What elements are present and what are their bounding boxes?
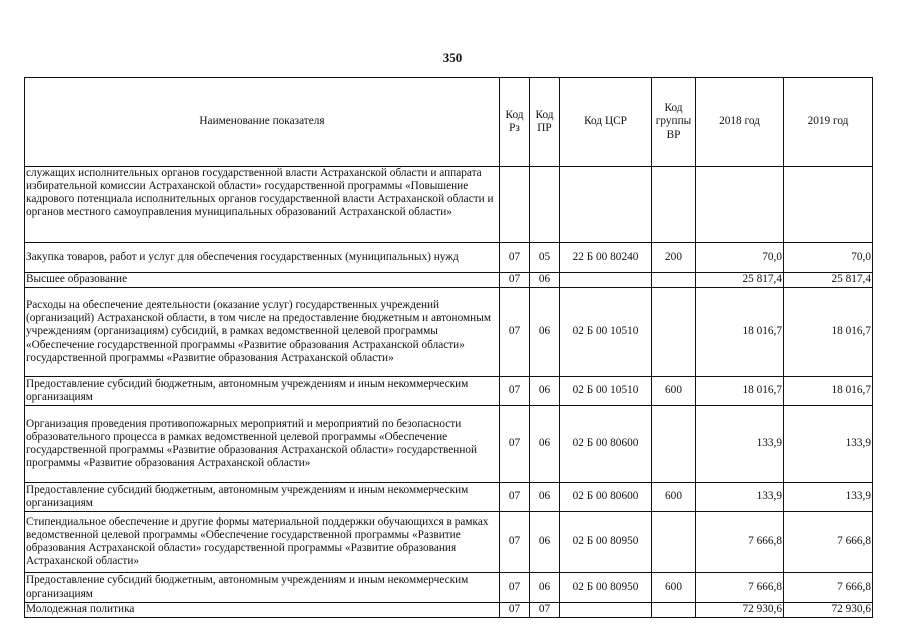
row-2019: 25 817,4 bbox=[784, 273, 873, 288]
row-csr bbox=[560, 603, 652, 618]
row-name: Предоставление субсидий бюджетным, автономным учреждениям и иным некоммерческим организациям bbox=[25, 377, 500, 406]
row-2018: 7 666,8 bbox=[696, 573, 784, 603]
row-pr: 06 bbox=[530, 573, 560, 603]
row-name: Стипендиальное обеспечение и другие формы материальной поддержки обучающихся в рамках ведомственной целевой программы «Обеспечение государственной программы «Развитие образования Астраханской области» государственной программы «Развитие образования Астраханской области» bbox=[25, 512, 500, 573]
header-rz: Код Рз bbox=[500, 78, 530, 167]
header-name: Наименование показателя bbox=[25, 78, 500, 167]
row-2019: 133,9 bbox=[784, 483, 873, 512]
header-pr: Код ПР bbox=[530, 78, 560, 167]
row-vr bbox=[652, 273, 696, 288]
row-2018: 133,9 bbox=[696, 406, 784, 483]
row-vr: 600 bbox=[652, 483, 696, 512]
row-pr: 06 bbox=[530, 406, 560, 483]
row-vr bbox=[652, 406, 696, 483]
row-name: Организация проведения противопожарных мероприятий и мероприятий по безопасности образовательного процесса в рамках ведомственной целевой программы «Обеспечение государственной программы «Развитие образования Астраханской области» государственной программы «Развитие образования Астраханской области» bbox=[25, 406, 500, 483]
row-name: Молодежная политика bbox=[25, 603, 500, 618]
header-2019: 2019 год bbox=[784, 78, 873, 167]
row-rz: 07 bbox=[500, 288, 530, 377]
row-csr bbox=[560, 167, 652, 243]
row-csr: 22 Б 00 80240 bbox=[560, 243, 652, 273]
row-name: Предоставление субсидий бюджетным, автономным учреждениям и иным некоммерческим организациям bbox=[25, 573, 500, 603]
header-2018: 2018 год bbox=[696, 78, 784, 167]
table-row bbox=[25, 243, 873, 273]
row-2019: 72 930,6 bbox=[784, 603, 873, 618]
row-pr bbox=[530, 167, 560, 243]
row-2018: 7 666,8 bbox=[696, 512, 784, 573]
row-vr bbox=[652, 288, 696, 377]
row-2018: 133,9 bbox=[696, 483, 784, 512]
row-2018: 25 817,4 bbox=[696, 273, 784, 288]
row-2019: 18 016,7 bbox=[784, 377, 873, 406]
budget-table bbox=[24, 77, 873, 618]
row-csr: 02 Б 00 80600 bbox=[560, 483, 652, 512]
row-name: Расходы на обеспечение деятельности (оказание услуг) государственных учреждений (организаций) Астраханской области, в том числе на предоставление бюджетным и автономным учреждениям (организациям) субсидий, в рамках ведомственной целевой программы «Обеспечение государственной программы «Развитие образования Астраханской области» государственной программы «Развитие образования Астраханской области» bbox=[25, 288, 500, 377]
table-row bbox=[25, 406, 873, 483]
row-rz: 07 bbox=[500, 483, 530, 512]
page-number: 350 bbox=[442, 50, 463, 65]
row-vr bbox=[652, 167, 696, 243]
row-pr: 06 bbox=[530, 377, 560, 406]
row-2019: 18 016,7 bbox=[784, 288, 873, 377]
row-rz: 07 bbox=[500, 406, 530, 483]
row-name: Высшее образование bbox=[25, 273, 500, 288]
row-vr: 600 bbox=[652, 377, 696, 406]
row-pr: 05 bbox=[530, 243, 560, 273]
row-rz bbox=[500, 167, 530, 243]
row-2019: 133,9 bbox=[784, 406, 873, 483]
row-rz: 07 bbox=[500, 377, 530, 406]
header-vr: Код группы ВР bbox=[652, 78, 696, 167]
table-row bbox=[25, 603, 873, 618]
table-row bbox=[25, 377, 873, 406]
table-row bbox=[25, 167, 873, 243]
row-csr bbox=[560, 273, 652, 288]
row-csr: 02 Б 00 80950 bbox=[560, 573, 652, 603]
table-row bbox=[25, 573, 873, 603]
row-2018: 18 016,7 bbox=[696, 288, 784, 377]
header-csr: Код ЦСР bbox=[560, 78, 652, 167]
row-rz: 07 bbox=[500, 273, 530, 288]
row-csr: 02 Б 00 10510 bbox=[560, 377, 652, 406]
row-pr: 06 bbox=[530, 512, 560, 573]
row-csr: 02 Б 00 80950 bbox=[560, 512, 652, 573]
row-2019: 70,0 bbox=[784, 243, 873, 273]
row-2019: 7 666,8 bbox=[784, 573, 873, 603]
row-vr: 200 bbox=[652, 243, 696, 273]
row-vr bbox=[652, 603, 696, 618]
row-pr: 06 bbox=[530, 483, 560, 512]
table-row bbox=[25, 512, 873, 573]
row-2019: 7 666,8 bbox=[784, 512, 873, 573]
table-row bbox=[25, 483, 873, 512]
table-row bbox=[25, 273, 873, 288]
row-vr bbox=[652, 512, 696, 573]
row-name: Предоставление субсидий бюджетным, автономным учреждениям и иным некоммерческим организациям bbox=[25, 483, 500, 512]
row-rz: 07 bbox=[500, 573, 530, 603]
row-2019 bbox=[784, 167, 873, 243]
row-pr: 06 bbox=[530, 273, 560, 288]
row-name: служащих исполнительных органов государственной власти Астраханской области и аппарата избирательной комиссии Астраханской области» государственной программы «Повышение кадрового потенциала исполнительных органов государственной власти Астраханской области и органов местного самоуправления муниципальных образований Астраханской области» bbox=[25, 167, 500, 243]
row-rz: 07 bbox=[500, 512, 530, 573]
row-2018: 18 016,7 bbox=[696, 377, 784, 406]
row-csr: 02 Б 00 80600 bbox=[560, 406, 652, 483]
table-header-row bbox=[25, 78, 873, 167]
row-vr: 600 bbox=[652, 573, 696, 603]
row-name: Закупка товаров, работ и услуг для обеспечения государственных (муниципальных) нужд bbox=[25, 243, 500, 273]
row-pr: 07 bbox=[530, 603, 560, 618]
table-row bbox=[25, 288, 873, 377]
row-2018: 72 930,6 bbox=[696, 603, 784, 618]
row-rz: 07 bbox=[500, 603, 530, 618]
row-rz: 07 bbox=[500, 243, 530, 273]
row-pr: 06 bbox=[530, 288, 560, 377]
row-2018 bbox=[696, 167, 784, 243]
row-csr: 02 Б 00 10510 bbox=[560, 288, 652, 377]
row-2018: 70,0 bbox=[696, 243, 784, 273]
